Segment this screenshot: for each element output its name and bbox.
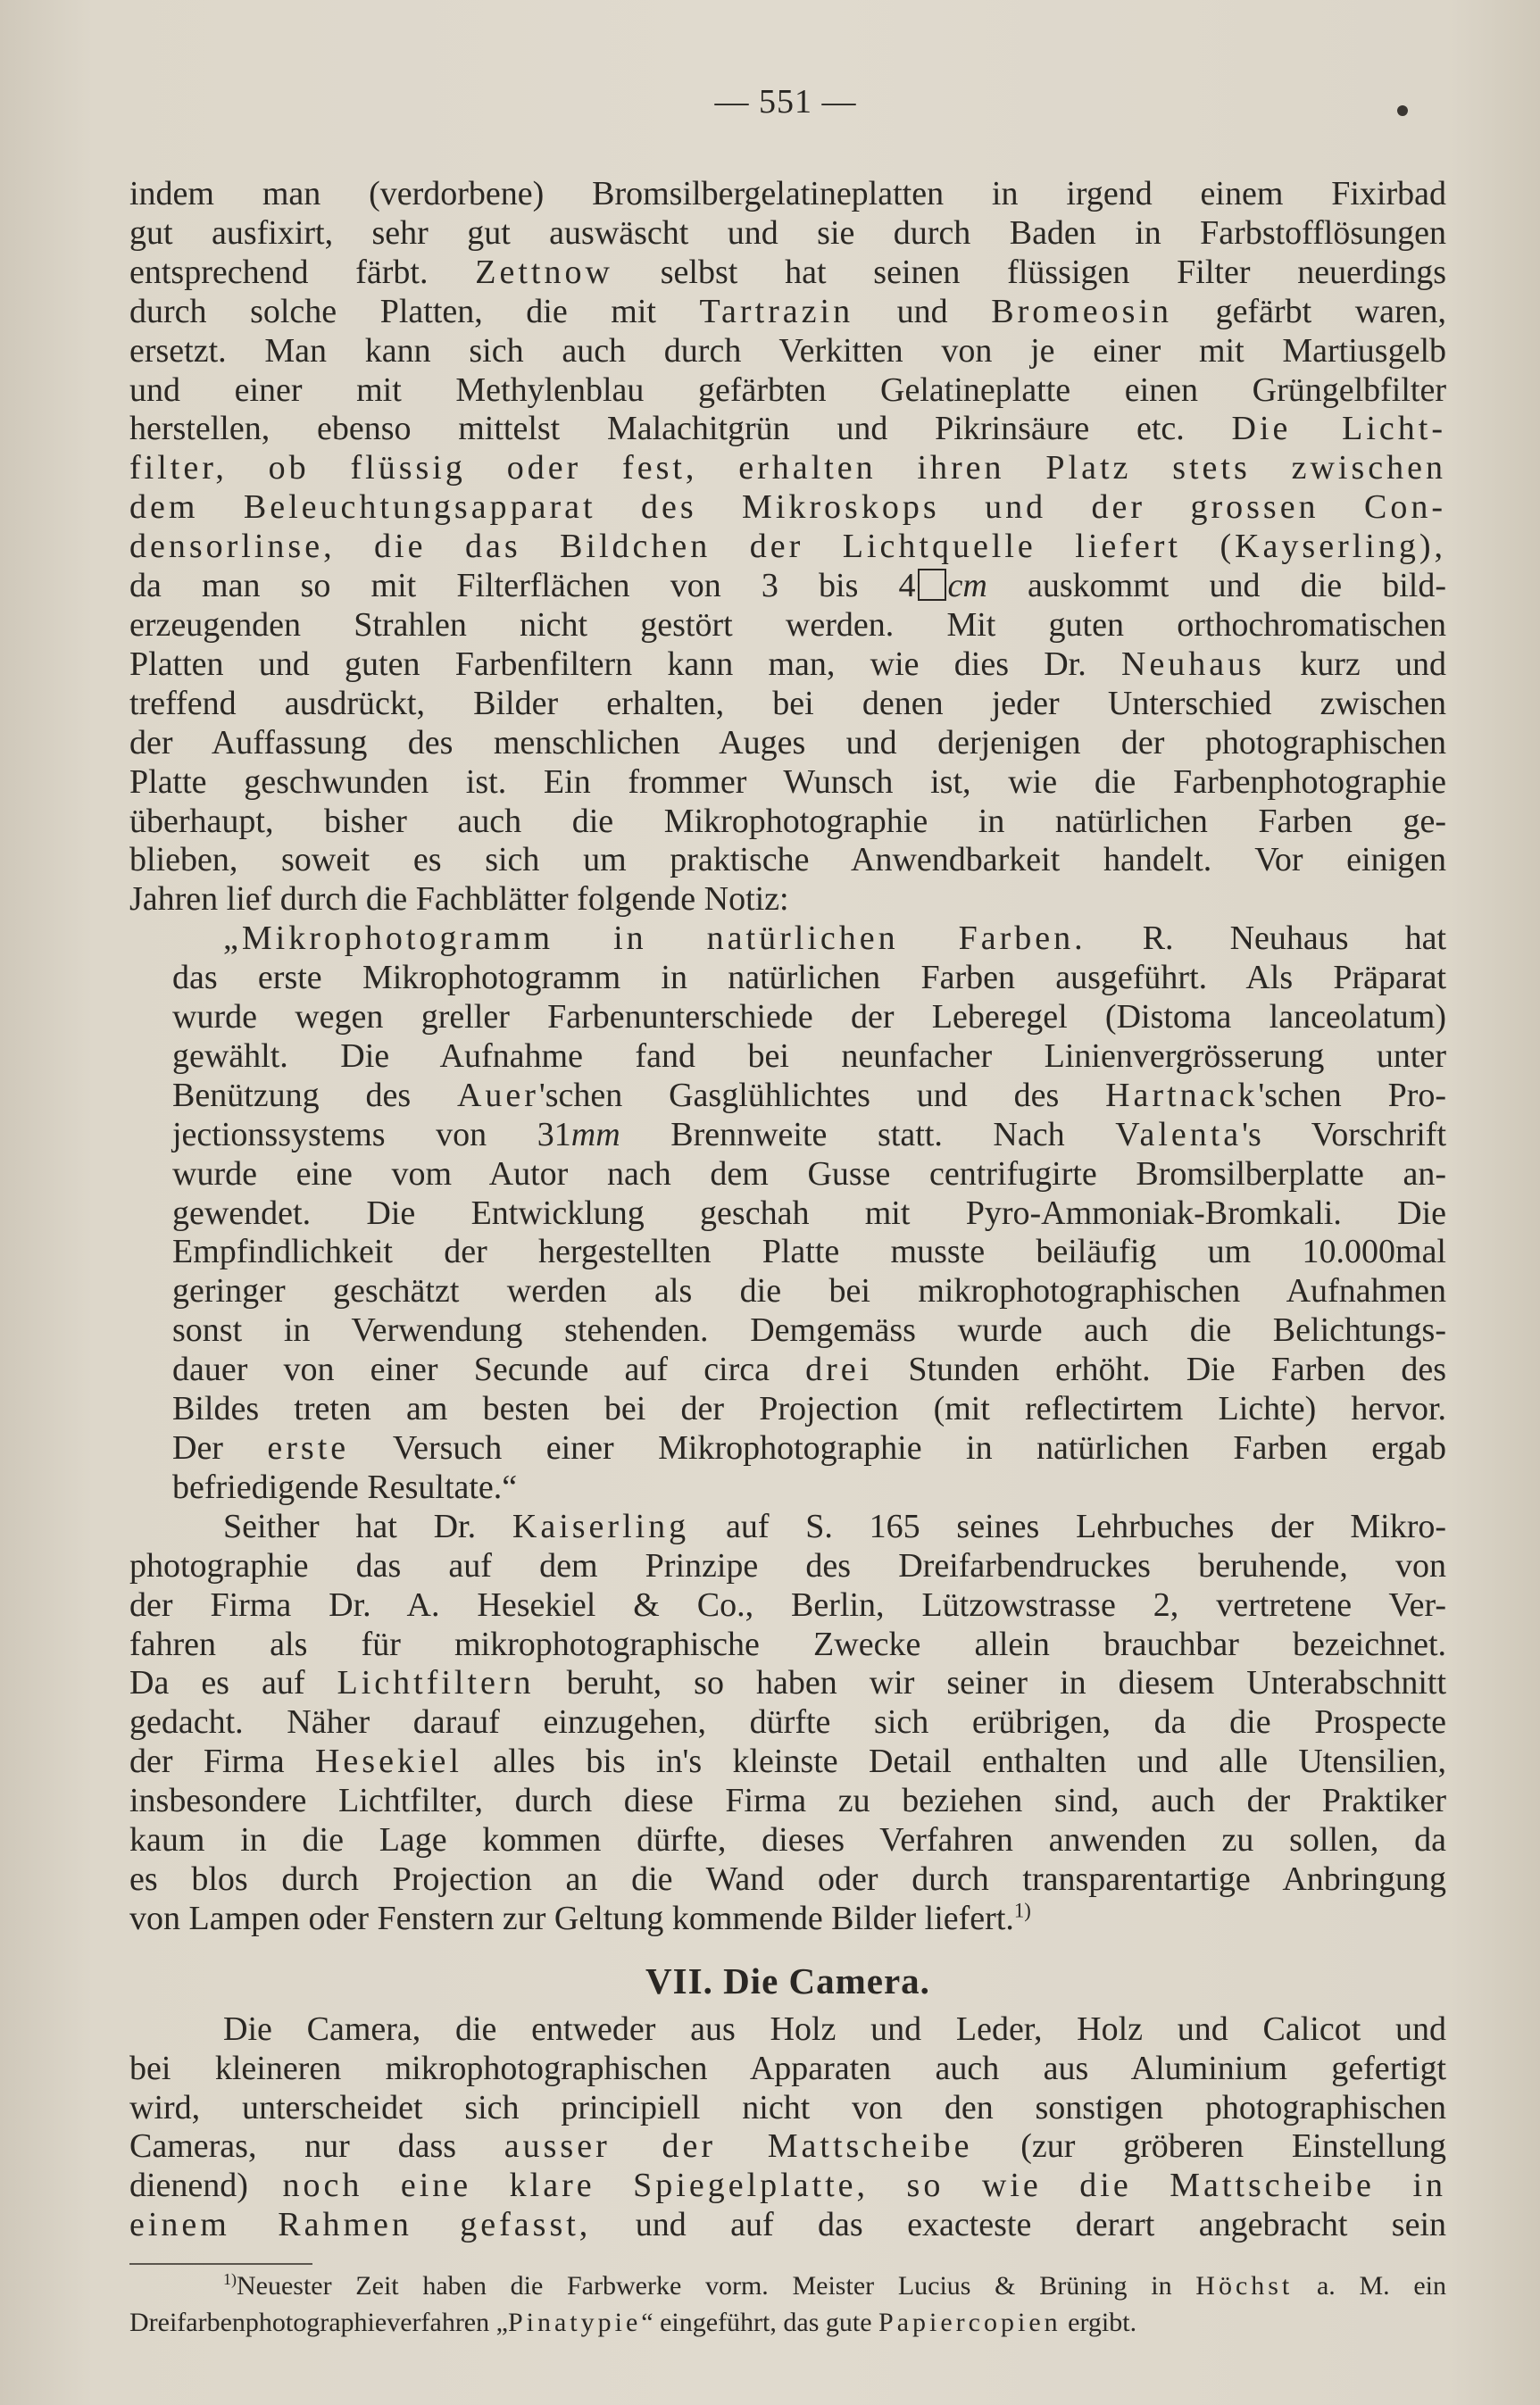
quote-line: dauer von einer Secunde auf circa drei Stunden erhöht. Die Farben des: [172, 1351, 1446, 1389]
footnote-line: $^{1)}$Neuester Zeit haben die Farbwerke vorm. Meister Lucius & Brüning in Höchst a. M. ein: [223, 2270, 1447, 2301]
text-line: von Lampen oder Fenstern zur Geltung kommende Bilder liefert.$^{1)}$: [129, 1899, 1031, 1937]
quote-line: geringer geschätzt werden als die bei mikrophotographischen Aufnahmen: [172, 1272, 1446, 1311]
text-line: kaum in die Lage kommen dürfte, dieses Verfahren anwenden zu sollen, da: [129, 1821, 1446, 1860]
quote-line: wurde wegen greller Farbenunterschiede der Leberegel (Distoma lanceolatum): [172, 998, 1446, 1036]
footnote-ref: 1): [1013, 1899, 1031, 1922]
text-line: Seither hat Dr. Kaiserling auf S. 165 seines Lehrbuches der Mikro-: [223, 1507, 1447, 1545]
quote-line: wurde eine vom Autor nach dem Gusse centrifugirte Bromsilberplatte an-: [172, 1154, 1446, 1193]
quote-line: „Mikrophotogramm in natürlichen Farben. R. Neuhaus hat: [223, 920, 1446, 958]
text-line: densorlinse, die das Bildchen der Lichtquelle liefert (Kayserling),: [129, 528, 1446, 566]
text-line: der Firma Hesekiel alles bis in's kleinste Detail enthalten und alle Utensilien,: [129, 1743, 1447, 1781]
body-text: [129, 175, 1446, 2245]
text-line: Platte geschwunden ist. Ein frommer Wunsch ist, wie die Farbenphotographie: [129, 762, 1446, 801]
footnote-rule: [129, 2263, 312, 2265]
text-line: es blos durch Projection an die Wand oder durch transparentartige Anbringung: [129, 1860, 1446, 1898]
footnote-line: Dreifarbenphotographieverfahren „Pinatypie“ eingeführt, das gute Papiercopien ergibt.: [129, 2308, 1137, 2337]
text-line: gut ausfixirt, sehr gut auswäscht und sie durch Baden in Farbstofflösungen: [129, 213, 1446, 252]
text-line: Cameras, nur dass ausser der Mattscheibe (zur gröberen Einstellung: [129, 2127, 1447, 2166]
text-line: überhaupt, bisher auch die Mikrophotographie in natürlichen Farben ge-: [129, 802, 1446, 840]
text-line: filter, ob flüssig oder fest, erhalten ihren Platz stets zwischen: [129, 449, 1446, 487]
quote-line: jectionssystems von 31mm Brennweite statt. Nach Valenta's Vorschrift: [172, 1115, 1446, 1153]
text-line: ersetzt. Man kann sich auch durch Verkitten von je einer mit Martiusgelb: [129, 331, 1446, 370]
text-line: dem Beleuchtungsapparat des Mikroskops und der grossen Con-: [129, 488, 1446, 527]
quote-line: gewendet. Die Entwicklung geschah mit Pyro-Ammoniak-Bromkali. Die: [172, 1194, 1446, 1232]
text-line: der Firma Dr. A. Hesekiel & Co., Berlin, Lützowstrasse 2, vertretene Ver-: [129, 1585, 1446, 1624]
quote-line: Benützung des Auer'schen Gasglühlichtes und des Hartnack'schen Pro-: [172, 1076, 1447, 1114]
text-line: blieben, soweit es sich um praktische Anwendbarkeit handelt. Vor einigen: [129, 841, 1446, 879]
text-line: entsprechend färbt. Zettnow selbst hat seinen flüssigen Filter neuerdings: [129, 253, 1447, 291]
text-line: und einer mit Methylenblau gefärbten Gelatineplatte einen Grüngelbfilter: [129, 370, 1446, 409]
ink-speck: [1397, 105, 1408, 116]
text-line: gedacht. Näher darauf einzugehen, dürfte sich erübrigen, da die Prospecte: [129, 1703, 1446, 1742]
quote-line: sonst in Verwendung stehenden. Demgemäss wurde auch die Belichtungs-: [172, 1311, 1446, 1350]
text-line: durch solche Platten, die mit Tartrazin und Bromeosin gefärbt waren,: [129, 292, 1447, 330]
quote-line: das erste Mikrophotogramm in natürlichen Farben ausgeführt. Als Präparat: [172, 959, 1446, 997]
text-line: wird, unterscheidet sich principiell nicht von den sonstigen photographischen: [129, 2088, 1446, 2126]
text-line: einem Rahmen gefasst, und auf das exacteste derart angebracht sein: [129, 2206, 1447, 2244]
text-line: herstellen, ebenso mittelst Malachitgrün und Pikrinsäure etc. Die Licht-: [129, 410, 1446, 448]
section-heading: VII. Die Camera.: [645, 1960, 930, 2001]
text-line: fahren als für mikrophotographische Zwecke allein brauchbar bezeichnet.: [129, 1625, 1446, 1663]
text-line: Da es auf Lichtfiltern beruht, so haben wir seiner in diesem Unterabschnitt: [129, 1664, 1447, 1702]
quote-line: befriedigende Resultate.“: [172, 1468, 518, 1506]
text-line: Platten und guten Farbenfiltern kann man, wie dies Dr. Neuhaus kurz und: [129, 645, 1447, 683]
text-line: treffend ausdrückt, Bilder erhalten, bei denen jeder Unterschied zwischen: [129, 684, 1446, 722]
quote-line: Der erste Versuch einer Mikrophotographie in natürlichen Farben ergab: [172, 1429, 1447, 1467]
quote-line: Empfindlichkeit der hergestellten Platte musste beiläufig um 10.000mal: [172, 1233, 1446, 1271]
quote-line: Bildes treten am besten bei der Projection (mit reflectirtem Lichte) hervor.: [172, 1390, 1446, 1428]
quote-line: gewählt. Die Aufnahme fand bei neunfacher Linienvergrösserung unter: [172, 1036, 1446, 1075]
text-line: Jahren lief durch die Fachblätter folgende Notiz:: [129, 880, 789, 919]
text-line: insbesondere Lichtfilter, durch diese Firma zu beziehen sind, auch der Praktiker: [129, 1782, 1446, 1820]
text-line: indem man (verdorbene) Bromsilbergelatineplatten in irgend einem Fixirbad: [129, 175, 1446, 212]
text-line: photographie das auf dem Prinzipe des Dreifarbendruckes beruhende, von: [129, 1546, 1446, 1585]
text-line: da man so mit Filterflächen von 3 bis 4 cm auskommt und die bild-: [129, 567, 1447, 605]
text-line: erzeugenden Strahlen nicht gestört werden. Mit guten orthochromatischen: [129, 605, 1446, 644]
footnote: [129, 2268, 1446, 2341]
text-line: der Auffassung des menschlichen Auges und derjenigen der photographischen: [129, 723, 1446, 761]
spaced-name: Zettnow: [475, 253, 613, 291]
square-symbol: [918, 569, 946, 601]
text-line: dienend) noch eine klare Spiegelplatte, so wie die Mattscheibe in: [129, 2167, 1447, 2205]
text-line: bei kleineren mikrophotographischen Apparaten auch aus Aluminium gefertigt: [129, 2049, 1446, 2087]
text-line: Die Camera, die entweder aus Holz und Leder, Holz und Calicot und: [223, 2010, 1446, 2048]
page-number: — 551 —: [714, 83, 857, 121]
